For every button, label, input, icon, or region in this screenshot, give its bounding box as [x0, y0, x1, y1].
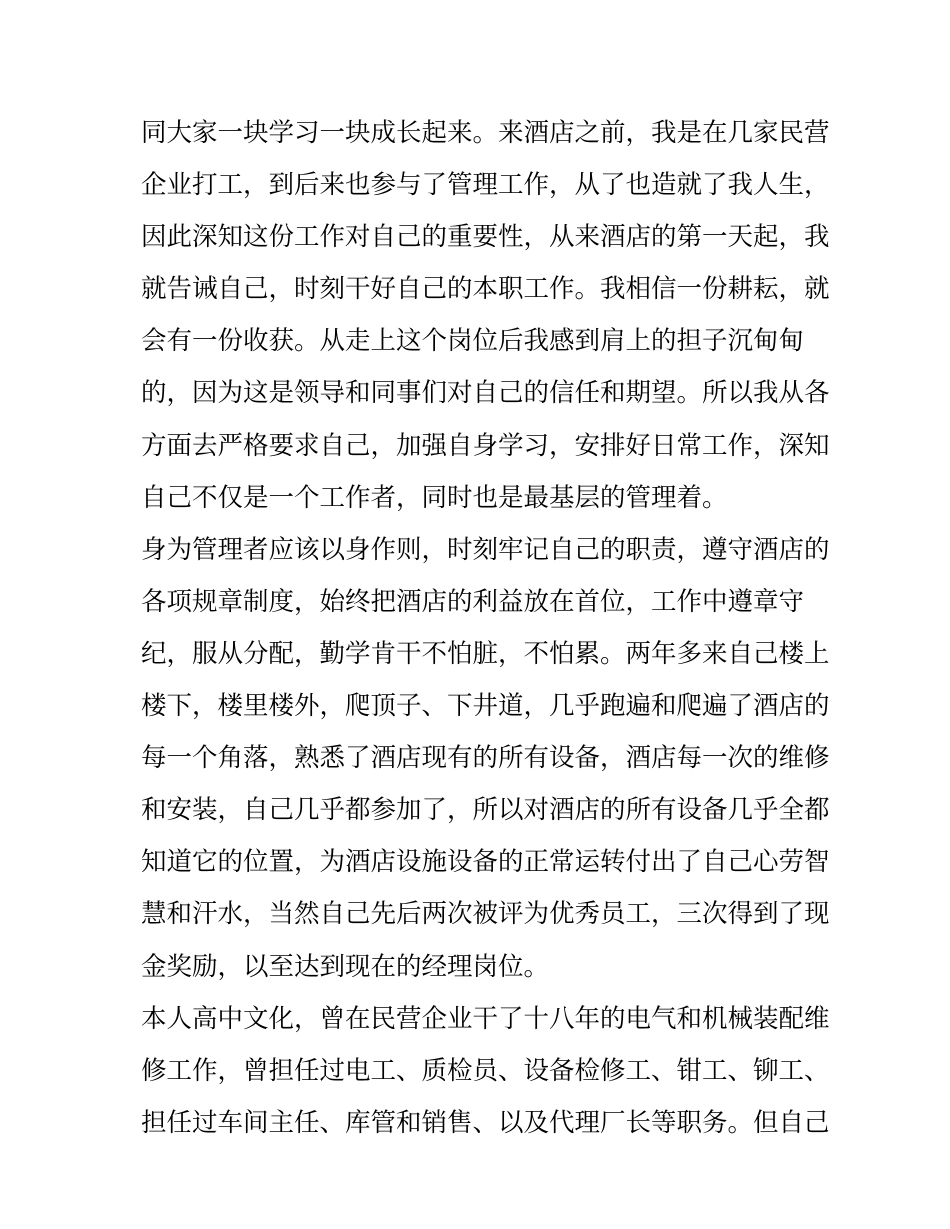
text-line: 知道它的位置，为酒店设施设备的正常运转付出了自己心劳智 — [141, 847, 830, 878]
text-line: 慧和汗水，当然自己先后两次被评为优秀员工，三次得到了现 — [141, 899, 830, 930]
text-line: 楼下，楼里楼外，爬顶子、下井道，几乎跑遍和爬遍了酒店的 — [141, 691, 830, 722]
text-line: 和安装，自己几乎都参加了，所以对酒店的所有设备几乎全都 — [141, 795, 830, 826]
text-line: 修工作，曾担任过电工、质检员、设备检修工、钳工、铆工、 — [141, 1055, 830, 1086]
body-text — [141, 107, 830, 1149]
text-line: 担任过车间主任、库管和销售、以及代理厂长等职务。但自己 — [141, 1107, 830, 1138]
text-line: 本人高中文化，曾在民营企业干了十八年的电气和机械装配维 — [141, 1003, 830, 1034]
text-line: 因此深知这份工作对自己的重要性，从来酒店的第一天起，我 — [141, 222, 830, 253]
text-line: 自己不仅是一个工作者，同时也是最基层的管理着。 — [141, 482, 728, 513]
text-line: 纪，服从分配，勤学肯干不怕脏，不怕累。两年多来自己楼上 — [141, 638, 830, 669]
text-line: 身为管理者应该以身作则，时刻牢记自己的职责，遵守酒店的 — [141, 534, 830, 565]
text-line: 方面去严格要求自己，加强自身学习，安排好日常工作，深知 — [141, 430, 830, 461]
text-line: 会有一份收获。从走上这个岗位后我感到肩上的担子沉甸甸 — [141, 326, 805, 357]
text-line: 企业打工，到后来也参与了管理工作，从了也造就了我人生， — [141, 170, 830, 201]
text-line: 各项规章制度，始终把酒店的利益放在首位，工作中遵章守 — [141, 586, 805, 617]
text-line: 每一个角落，熟悉了酒店现有的所有设备，酒店每一次的维修 — [141, 743, 830, 774]
text-line: 就告诫自己，时刻干好自己的本职工作。我相信一份耕耘，就 — [141, 274, 830, 305]
text-line: 的，因为这是领导和同事们对自己的信任和期望。所以我从各 — [141, 378, 830, 409]
text-line: 同大家一块学习一块成长起来。来酒店之前，我是在几家民营 — [141, 118, 830, 148]
text-line: 金奖励，以至达到现在的经理岗位。 — [141, 951, 550, 982]
